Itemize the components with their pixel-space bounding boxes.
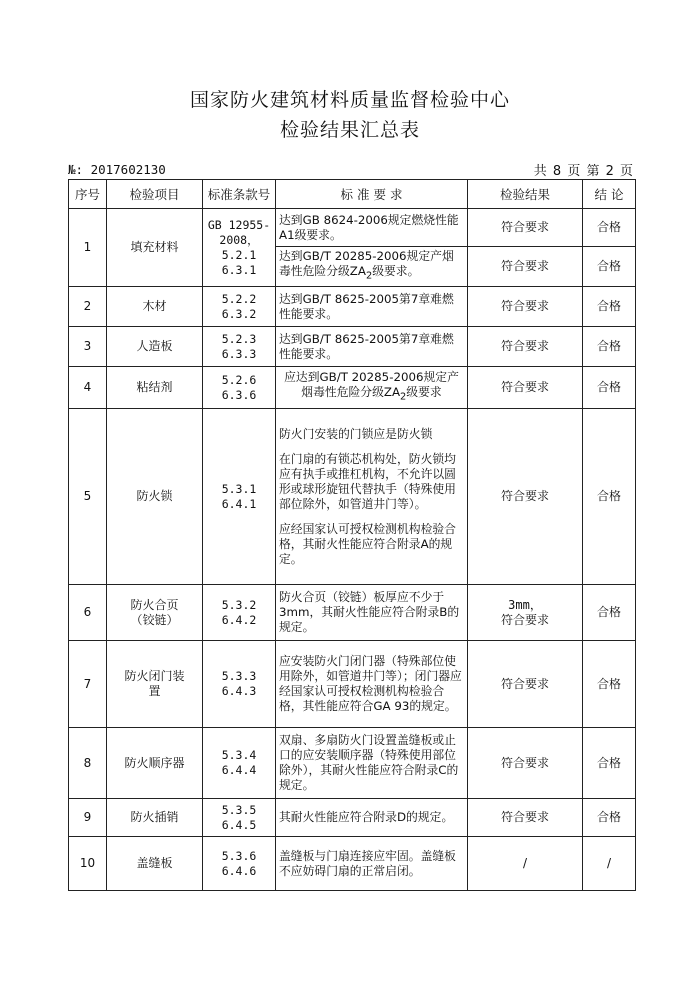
standard-clause	[203, 367, 276, 409]
test-result: 符合要求	[468, 327, 583, 367]
table-row	[69, 799, 636, 837]
test-result: 符合要求	[468, 641, 583, 728]
table-row	[69, 209, 636, 247]
test-result: 符合要求	[468, 409, 583, 585]
standard-clause	[203, 585, 276, 641]
requirement-text: 应达到GB/T 20285-2006规定产烟毒性危险分级ZA	[284, 370, 459, 400]
clause-line: 5.3.3	[221, 669, 257, 683]
row-number: 8	[69, 728, 107, 799]
row-number: 7	[69, 641, 107, 728]
clause-line: 6.4.5	[221, 817, 257, 832]
conclusion: 合格	[583, 367, 636, 409]
test-result: 符合要求	[468, 287, 583, 327]
test-item: 防火锁	[107, 409, 203, 585]
test-result: /	[468, 837, 583, 891]
clause-line: 5.2.6	[221, 372, 257, 387]
row-number: 1	[69, 209, 107, 287]
conclusion: /	[583, 837, 636, 891]
row-number: 6	[69, 585, 107, 641]
conclusion: 合格	[583, 728, 636, 799]
standard-clause	[203, 728, 276, 799]
standard-clause	[203, 837, 276, 891]
requirement-paragraph: 在门扇的有锁芯机构处，防火锁均应有执手或推杠机构，不允许以圆形或球形旋钮代替执手（特殊使用部位除外，如管道井门等）。	[279, 451, 456, 511]
requirement	[276, 247, 468, 287]
test-item: 防火合页（铰链）	[107, 585, 203, 641]
conclusion: 合格	[583, 209, 636, 247]
table-row	[69, 641, 636, 728]
table-row	[69, 837, 636, 891]
test-result: 符合要求	[468, 367, 583, 409]
requirement: 防火合页（铰链）板厚应不少于3mm，其耐火性能应符合附录B的规定。	[276, 585, 468, 641]
row-number: 5	[69, 409, 107, 585]
page-info: 共 8 页 第 2 页	[533, 164, 634, 179]
row-number: 9	[69, 799, 107, 837]
standard-clause	[203, 287, 276, 327]
standard-clause	[203, 799, 276, 837]
clause-line: 5.3.5	[221, 802, 257, 817]
report-title: 国家防火建筑材料质量监督检验中心	[189, 89, 510, 111]
requirement-text: 达到GB/T 20285-2006规定产烟毒性危险分级ZA	[279, 249, 454, 279]
clause-line: 5.3.6	[221, 848, 257, 863]
requirement: 其耐火性能应符合附录D的规定。	[276, 799, 468, 837]
clause-line: 5.3.4	[221, 748, 257, 762]
clause-line: 5.3.2	[221, 597, 257, 612]
result-line: 3mm，	[508, 597, 542, 612]
table-row	[69, 287, 636, 327]
requirement-text: 级要求	[406, 385, 442, 400]
conclusion: 合格	[583, 641, 636, 728]
requirement: 达到GB 8624-2006规定燃烧性能A1级要求。	[276, 209, 468, 247]
test-item: 防火闭门装置	[107, 641, 203, 728]
clause-line: 5.2.3	[221, 331, 257, 346]
subscript: 2	[400, 391, 407, 403]
table-header-row	[69, 180, 636, 209]
test-result: 符合要求	[468, 799, 583, 837]
conclusion: 合格	[583, 409, 636, 585]
report-subtitle: 检验结果汇总表	[279, 119, 420, 141]
test-item: 防火插销	[107, 799, 203, 837]
results-table	[68, 179, 636, 891]
column-header: 结 论	[583, 180, 636, 209]
result-line: 符合要求	[500, 612, 549, 627]
test-item: 木材	[107, 287, 203, 327]
requirement: 应安装防火门闭门器（特殊部位使用除外，如管道井门等）；闭门器应经国家认可授权检测机构检验合格，其性能应符合GA 93的规定。	[276, 641, 468, 728]
test-item: 人造板	[107, 327, 203, 367]
row-number: 3	[69, 327, 107, 367]
requirement: 盖缝板与门扇连接应牢固。盖缝板不应妨碍门扇的正常启闭。	[276, 837, 468, 891]
row-number: 4	[69, 367, 107, 409]
test-item: 防火顺序器	[107, 728, 203, 799]
requirement: 达到GB/T 8625-2005第7章难燃性能要求。	[276, 327, 468, 367]
column-header: 检验结果	[468, 180, 583, 209]
clause-line: 6.4.2	[221, 612, 257, 627]
standard-clause: GB 12955-2008，5.2.1 6.3.1	[203, 209, 276, 287]
report-number: №: 2017602130	[68, 162, 166, 177]
column-header: 检验项目	[107, 180, 203, 209]
column-header: 标准条款号	[203, 180, 276, 209]
clause-line: 6.4.1	[221, 496, 257, 511]
test-result: 符合要求	[468, 247, 583, 287]
row-number: 2	[69, 287, 107, 327]
test-result: 符合要求	[468, 728, 583, 799]
table-row	[69, 367, 636, 409]
conclusion: 合格	[583, 327, 636, 367]
subscript: 2	[365, 270, 373, 282]
requirement	[276, 367, 468, 409]
clause-line: 6.4.3	[221, 684, 257, 698]
clause-line: 6.3.6	[221, 387, 257, 402]
requirement-paragraph: 应经国家认可授权检测机构检验合格，其耐火性能应符合附录A的规定。	[279, 521, 456, 566]
column-header: 序号	[69, 180, 107, 209]
conclusion: 合格	[583, 247, 636, 287]
test-result: 符合要求	[468, 209, 583, 247]
test-item: 盖缝板	[107, 837, 203, 891]
requirement-paragraph: 防火门安装的门锁应是防火锁	[279, 426, 433, 441]
requirement	[276, 409, 468, 585]
table-row	[69, 327, 636, 367]
standard-clause	[203, 641, 276, 728]
clause-line: 6.4.6	[221, 863, 257, 878]
table-row	[69, 728, 636, 799]
conclusion: 合格	[583, 287, 636, 327]
standard-clause	[203, 409, 276, 585]
clause-line: 5.3.1	[221, 481, 257, 496]
column-header: 标 准 要 求	[276, 180, 468, 209]
test-item: 填充材料	[107, 209, 203, 287]
test-result	[468, 585, 583, 641]
conclusion: 合格	[583, 585, 636, 641]
requirement: 达到GB/T 8625-2005第7章难燃性能要求。	[276, 287, 468, 327]
table-row	[69, 585, 636, 641]
requirement-text: 级要求。	[372, 264, 420, 279]
table-row	[69, 409, 636, 585]
standard-clause	[203, 327, 276, 367]
test-item: 粘结剂	[107, 367, 203, 409]
requirement: 双扇、多扇防火门设置盖缝板或止口的应安装顺序器（特殊使用部位除外），其耐火性能应符合附录C的规定。	[276, 728, 468, 799]
clause-line: 6.3.2	[221, 306, 257, 321]
conclusion: 合格	[583, 799, 636, 837]
clause-line: 6.4.4	[221, 763, 257, 777]
clause-line: 6.3.3	[221, 346, 257, 361]
clause-line: 5.2.2	[221, 291, 257, 306]
row-number: 10	[69, 837, 107, 891]
